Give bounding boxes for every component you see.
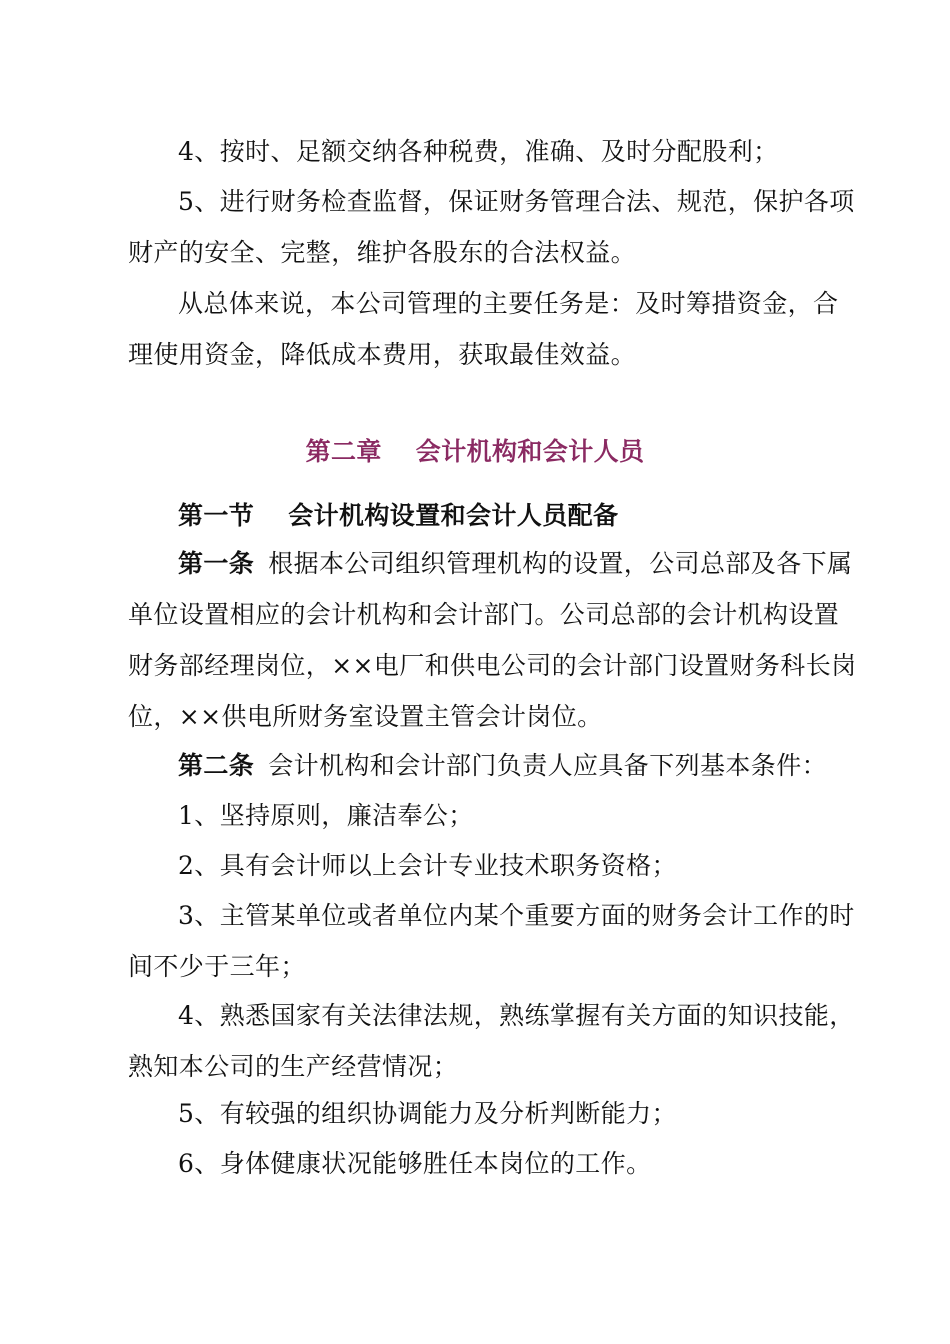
list-item: 1、坚持原则，廉洁奉公； [178, 801, 474, 830]
article-1-text: 根据本公司组织管理机构的设置，公司总部及各下属单位设置相应的会计机构和会计部门。公司总部的会计机构设置财务部经理岗位，××电厂和供电公司的会计部门设置财务科长岗位，××供电所财务室设置主管会计岗位。 [128, 549, 857, 731]
article-2-paragraph [128, 740, 863, 791]
paragraph-main-tasks: 从总体来说，本公司管理的主要任务是：及时筹措资金，合理使用资金，降低成本费用，获取最佳效益。 [128, 289, 839, 369]
list-item: 6、身体健康状况能够胜任本岗位的工作。 [178, 1149, 652, 1178]
list-item: 2、具有会计师以上会计专业技术职务资格； [178, 851, 677, 880]
paragraph-financial-supervision: 5、进行财务检查监督，保证财务管理合法、规范，保护各项财产的安全、完整，维护各股东的合法权益。 [128, 187, 855, 267]
chapter-heading [0, 426, 950, 477]
section-number: 第一节 [178, 501, 255, 530]
list-item: 5、有较强的组织协调能力及分析判断能力； [178, 1099, 677, 1128]
article-1-label: 第一条 [178, 549, 255, 578]
paragraph-tax-dividends: 4、按时、足额交纳各种税费，准确、及时分配股利； [178, 137, 779, 166]
list-item: 4、熟悉国家有关法律法规，熟练掌握有关方面的知识技能，熟知本公司的生产经营情况； [128, 1001, 855, 1081]
section-heading [178, 490, 618, 541]
article-2-label: 第二条 [178, 751, 255, 780]
chapter-title: 会计机构和会计人员 [415, 437, 645, 466]
section-title: 会计机构设置和会计人员配备 [288, 501, 619, 530]
article-1-paragraph [128, 538, 863, 742]
list-item: 3、主管某单位或者单位内某个重要方面的财务会计工作的时间不少于三年； [128, 901, 855, 981]
article-2-text: 会计机构和会计部门负责人应具备下列基本条件： [268, 751, 828, 780]
chapter-number: 第二章 [305, 437, 382, 466]
